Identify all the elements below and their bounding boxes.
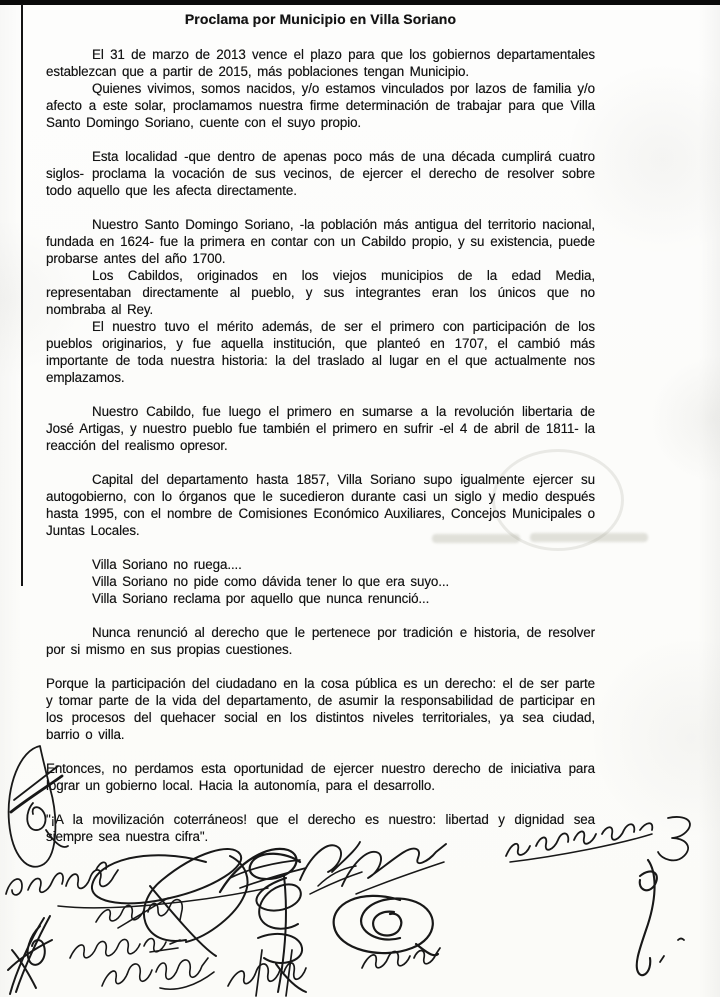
- paragraph-plazo: El 31 de marzo de 2013 vence el plazo para que los gobiernos departamentales establezcan que a partir de 2015, más poblaciones tengan Municipio.: [46, 47, 595, 79]
- paragraph-los-cabildos: Los Cabildos, originados en los viejos municipios de la edad Media, representaban directamente al pueblo, y sus integrantes eran los únicos que no nombraba al Rey.: [46, 268, 595, 317]
- paragraph-movilizacion: "¡A la movilización coterráneos! que el derecho es nuestro: libertad y dignidad sea siempre sea nuestra cifra".: [46, 812, 595, 844]
- villa-line-2: Villa Soriano no pide como dávida tener lo que era suyo...: [92, 574, 450, 589]
- document-body: [46, 46, 595, 845]
- signature-lower-right-script: [362, 948, 440, 968]
- signature-script-left: [6, 862, 268, 907]
- signature-small-script: [96, 898, 182, 928]
- paragraph-santo-domingo: Nuestro Santo Domingo Soriano, -la población más antigua del territorio nacional, fundada en 1624- fue la primera en contar con un Cabildo propio, y su existencia, puede probarse antes del año 1700.: [46, 217, 595, 266]
- signature-left-slant: [8, 916, 52, 994]
- paragraph-el-nuestro: El nuestro tuvo el mérito además, de ser el primero con participación de los pueblos originarios, y fue aquella institución, que planteó en 1707, el cambió más importante de toda nuestra historia: la del traslado al lugar en el que actualmente nos emplazamos.: [46, 319, 595, 385]
- signature-lower-center: [228, 950, 306, 996]
- signature-script-row-1: [70, 939, 180, 959]
- signature-large-loops: [92, 849, 248, 956]
- page-title: Proclama por Municipio en Villa Soriano: [184, 11, 457, 27]
- top-border-bar: [0, 0, 720, 5]
- signature-stray-marks: [660, 939, 684, 963]
- signature-tall-loops: [256, 876, 306, 992]
- signature-script-right: [342, 844, 446, 894]
- villa-line-1: Villa Soriano no ruega....: [92, 557, 242, 572]
- signature-upper-center-right: [300, 842, 362, 894]
- signature-script-row-2: [102, 958, 214, 989]
- paragraph-capital: Capital del departamento hasta 1857, Villa Soriano supo igualmente ejercer su autogobierno, con lo órganos que le sucedieron durante casi un siglo y medio después hasta 1995, con el nombre de Comisiones Económico Auxiliares, Concejos Municipales o Juntas Locales.: [46, 472, 595, 538]
- signature-far-right-stroke: [637, 860, 657, 975]
- left-border-line: [21, 4, 23, 586]
- paragraph-quienes-vivimos: Quienes vivimos, somos nacidos, y/o estamos vinculados por lazos de familia y/o afecto a este solar, proclamamos nuestra firme determinación de trabajar para que Villa Santo Domingo Soriano, cuente con el suyo propio.: [46, 81, 595, 130]
- paragraph-esta-localidad: Esta localidad -que dentro de apenas poco más de una década cumplirá cuatro siglos- proclama la vocación de sus vecinos, de ejercer el derecho de resolver sobre todo aquello que les afecta directamente.: [46, 149, 595, 198]
- paragraph-porque: Porque la participación del ciudadano en la cosa pública es un derecho: el de ser parte y tomar parte de la vida del departamento, de asumir la responsabilidad de participar en los procesos del quehacer social en los distintos niveles territoriales, ya sea ciudad, barrio o villa.: [46, 676, 595, 742]
- signature-double-oval: [334, 896, 438, 955]
- document-content: [46, 11, 595, 845]
- paragraph-nuestro-cabildo: Nuestro Cabildo, fue luego el primero en sumarse a la revolución libertaria de José Artigas, y nuestro pueblo fue también el primero en sufrir -el 4 de abril de 1811- la reacción del realismo opresor.: [46, 404, 595, 453]
- paragraph-nunca-renuncio: Nunca renunció al derecho que le pertenece por tradición e historia, de resolver por si mismo en sus propias cuestiones.: [46, 625, 595, 657]
- signature-center-flourish: [220, 849, 306, 892]
- paragraph-entonces: Entonces, no perdamos esta oportunidad de ejercer nuestro derecho de iniciativa para lograr un gobierno local. Hacia la autonomía, para el desarrollo.: [46, 761, 595, 793]
- villa-line-3: Villa Soriano reclama por aquello que nunca renunció...: [92, 591, 430, 606]
